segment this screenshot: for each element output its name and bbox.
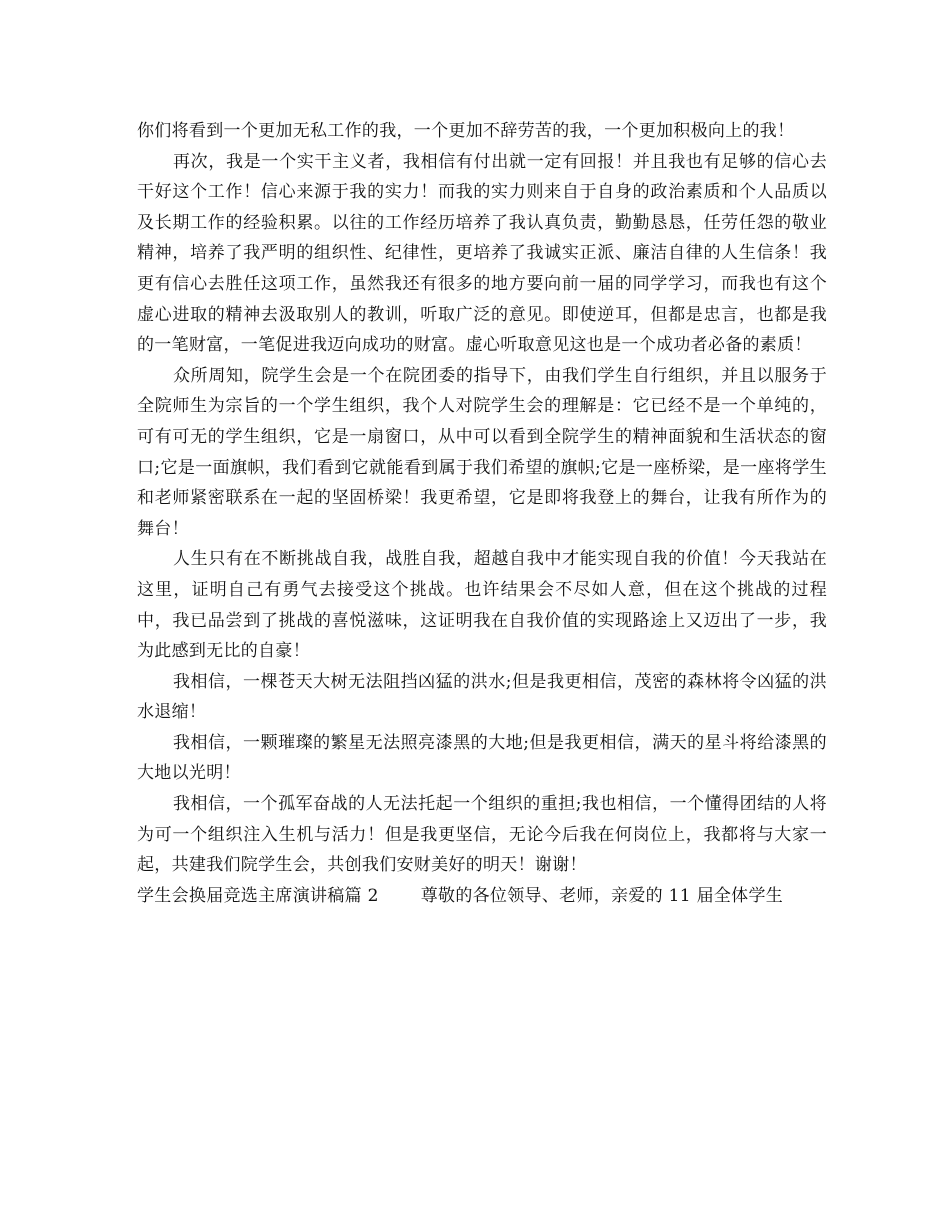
paragraph-5: 我相信，一棵苍天大树无法阻挡凶猛的洪水;但是我更相信，茂密的森林将令凶猛的洪水退缩！ (137, 671, 827, 723)
paragraph-3: 众所周知，院学生会是一个在院团委的指导下，由我们学生自行组织，并且以服务于全院师生为宗旨的一个学生组织，我个人对院学生会的理解是：它已经不是一个单纯的，可有可无的学生组织，它是一扇窗口，从中可以看到全院学生的精神面貌和生活状态的窗口;它是一面旗帜，我们看到它就能看到属于我们希望的旗帜;它是一座桥梁，是一座将学生和老师紧密联系在一起的坚固桥梁！我更希望，它是即将我登上的舞台，让我有所作为的舞台！ (137, 365, 827, 539)
section-title: 学生会换届竞选主席演讲稿篇 2 (137, 885, 379, 906)
paragraph-7: 我相信，一个孤军奋战的人无法托起一个组织的重担;我也相信，一个懂得团结的人将为可一个组织注入生机与活力！但是我更坚信，无论今后我在何岗位上，我都将与大家一起，共建我们院学生会，共创我们安财美好的明天！谢谢！ (137, 794, 827, 876)
paragraph-6: 我相信，一颗璀璨的繁星无法照亮漆黑的大地;但是我更相信，满天的星斗将给漆黑的大地以光明！ (137, 732, 827, 784)
next-section-line (137, 881, 827, 912)
paragraph-1: 你们将看到一个更加无私工作的我，一个更加不辞劳苦的我，一个更加积极向上的我！ (137, 121, 795, 141)
section-opening: 尊敬的各位领导、老师，亲爱的 11 届全体学生 (420, 885, 784, 906)
paragraph-2: 再次，我是一个实干主义者，我相信有付出就一定有回报！并且我也有足够的信心去干好这个工作！信心来源于我的实力！而我的实力则来自于自身的政治素质和个人品质以及长期工作的经验积累。以往的工作经历培养了我认真负责，勤勤恳恳，任劳任怨的敬业精神，培养了我严明的组织性、纪律性，更培养了我诚实正派、廉洁自律的人生信条！我更有信心去胜任这项工作，虽然我还有很多的地方要向前一届的同学学习，而我也有这个虚心进取的精神去汲取别人的教训，听取广泛的意见。即使逆耳，但都是忠言，也都是我的一笔财富，一笔促进我迈向成功的财富。虚心听取意见这也是一个成功者必备的素质！ (137, 151, 827, 356)
document-page (137, 116, 827, 911)
paragraph-4: 人生只有在不断挑战自我，战胜自我，超越自我中才能实现自我的价值！今天我站在这里，证明自己有勇气去接受这个挑战。也许结果会不尽如人意，但在这个挑战的过程中，我已品尝到了挑战的喜悦滋味，这证明我在自我价值的实现路途上又迈出了一步，我为此感到无比的自豪！ (137, 549, 827, 662)
